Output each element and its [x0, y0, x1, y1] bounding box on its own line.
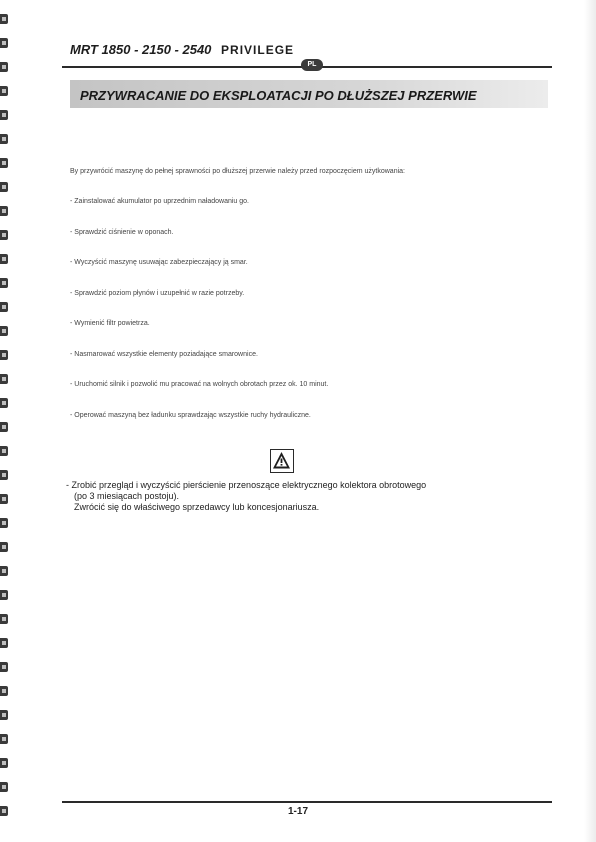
binding-tab [0, 446, 8, 456]
binding-tab [0, 302, 8, 312]
binding-tab [0, 62, 8, 72]
binding-tab [0, 494, 8, 504]
binding-tab [0, 110, 8, 120]
list-item: - Sprawdzić ciśnienie w oponach. [70, 228, 174, 236]
binding-tab [0, 206, 8, 216]
list-item: - Nasmarować wszystkie elementy poziadające smarownice. [70, 350, 258, 358]
language-badge: PL [301, 59, 323, 71]
binding-tab [0, 134, 8, 144]
warning-line-1: - Zrobić przegląd i wyczyścić pierścienie przenoszące elektrycznego kolektora obrotowego [66, 480, 427, 490]
binding-tab [0, 398, 8, 408]
brand-label: PRIVILEGE [221, 43, 295, 57]
binding-strip [0, 0, 12, 842]
binding-tab [0, 662, 8, 672]
binding-tab [0, 14, 8, 24]
binding-tab [0, 158, 8, 168]
binding-tab [0, 422, 8, 432]
binding-tab [0, 806, 8, 816]
steps-list [70, 198, 328, 442]
list-item: - Wyczyścić maszynę usuwając zabezpieczający ją smar. [70, 259, 248, 266]
binding-tab [0, 350, 8, 360]
binding-tab [0, 326, 8, 336]
list-item: - Operować maszyną bez ładunku sprawdzając wszystkie ruchy hydrauliczne. [70, 411, 311, 419]
binding-tab [0, 734, 8, 744]
binding-tab [0, 230, 8, 240]
model-label: MRT 1850 - 2150 - 2540 [70, 42, 212, 57]
binding-tab [0, 254, 8, 264]
list-item: - Wymienić filtr powietrza. [70, 320, 150, 327]
binding-tab [0, 518, 8, 528]
binding-tab [0, 182, 8, 192]
binding-tab [0, 590, 8, 600]
binding-tab [0, 374, 8, 384]
binding-tab [0, 710, 8, 720]
binding-tab [0, 278, 8, 288]
binding-tab [0, 782, 8, 792]
binding-tab [0, 614, 8, 624]
binding-tab [0, 470, 8, 480]
binding-tab [0, 638, 8, 648]
binding-tab [0, 542, 8, 552]
binding-tab [0, 38, 8, 48]
binding-tab [0, 686, 8, 696]
list-item: - Uruchomić silnik i pozwolić mu pracować na wolnych obrotach przez ok. 10 minut. [70, 381, 329, 388]
list-item: - Zainstalować akumulator po uprzednim naładowaniu go. [70, 198, 249, 205]
binding-tab [0, 86, 8, 96]
binding-tab [0, 758, 8, 768]
warning-text [66, 480, 496, 513]
binding-tab [0, 566, 8, 576]
warning-triangle-icon [270, 449, 294, 473]
page-edge-shadow [584, 0, 596, 842]
header-title [70, 42, 294, 57]
list-item: - Sprawdzić poziom płynów i uzupełnić w razie potrzeby. [70, 289, 245, 297]
section-title: PRZYWRACANIE DO EKSPLOATACJI PO DŁUŻSZEJ PRZERWIE [80, 88, 477, 103]
footer-rule [62, 801, 552, 803]
intro-text: By przywrócić maszynę do pełnej sprawności po dłuższej przerwie należy przed rozpoczęciem użytkowania: [70, 168, 405, 175]
warning-line-2: (po 3 miesiącach postoju). [74, 491, 180, 501]
page-number: 1-17 [288, 806, 309, 817]
warning-line-3: Zwrócić się do właściwego sprzedawcy lub koncesjonariusza. [74, 502, 320, 512]
